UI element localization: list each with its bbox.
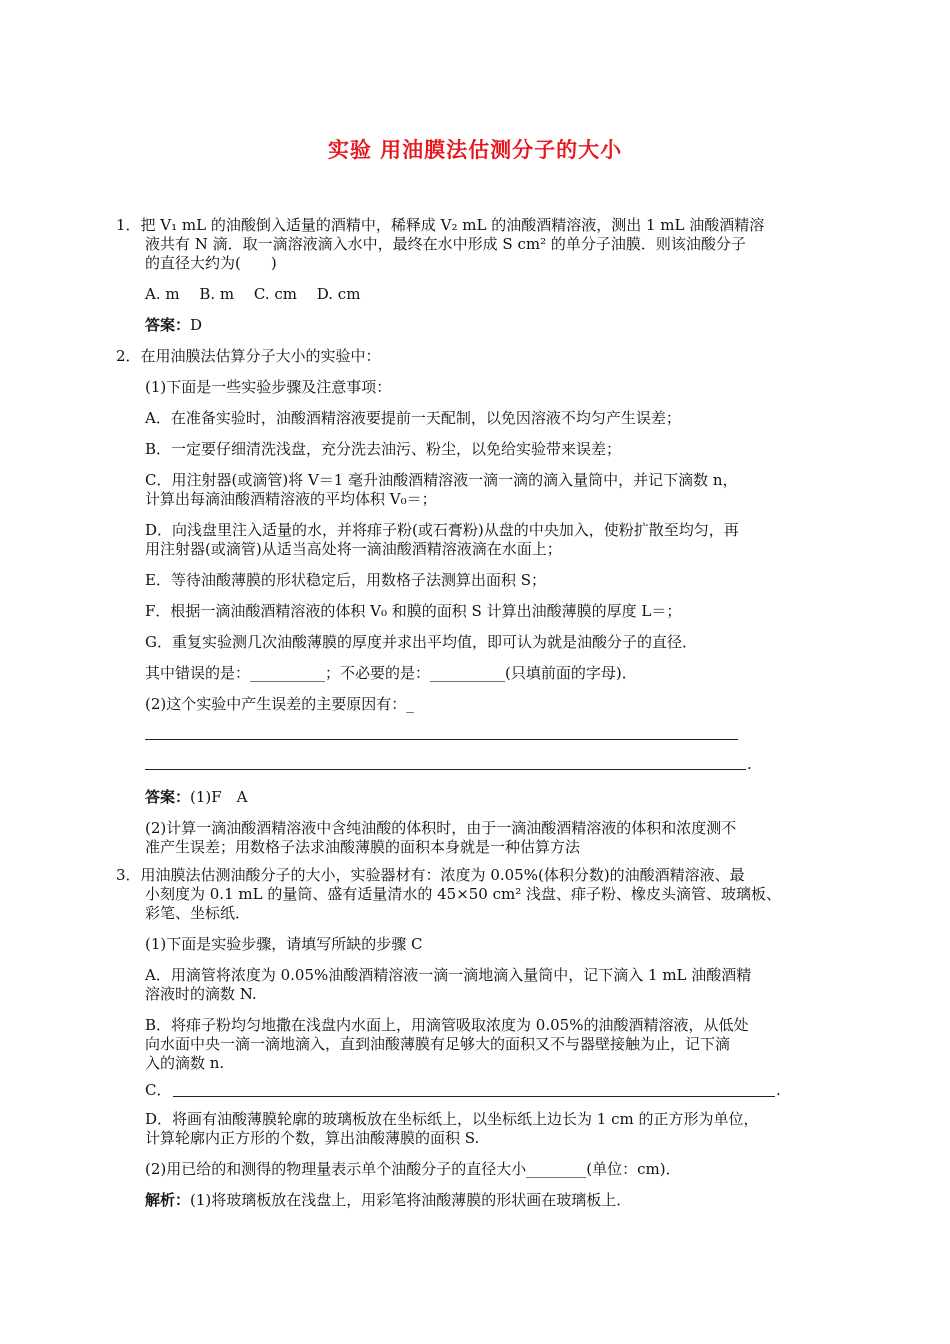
q3-line-1: 3．用油膜法估测油酸分子的大小，实验器材有：浓度为 0.05%(体积分数)的油酸酒精溶液、最 — [116, 866, 745, 884]
q2-step-d-1: D．向浅盘里注入适量的水，并将痱子粉(或石膏粉)从盘的中央加入，使粉扩散至均匀，再 — [145, 521, 739, 539]
q3-line-2: 小刻度为 0.1 mL 的量筒、盛有适量清水的 45×50 cm² 浅盘、痱子粉、橡皮头滴管、玻璃板、 — [145, 885, 782, 903]
q2-step-c-2: 计算出每滴油酸酒精溶液的平均体积 V₀＝； — [145, 490, 437, 508]
q3-step-b-1: B．将痱子粉均匀地撒在浅盘内水面上，用滴管吸取浓度为 0.05%的油酸酒精溶液，从低处 — [145, 1016, 749, 1034]
q2-part1: (1)下面是一些实验步骤及注意事项： — [145, 378, 392, 396]
q2-step-a: A．在准备实验时，油酸酒精溶液要提前一天配制，以免因溶液不均匀产生误差； — [145, 409, 681, 427]
q1-line-3: 的直径大约为( ) — [145, 254, 277, 272]
q3-step-b-3: 入的滴数 n. — [145, 1054, 225, 1072]
answer-text: (1)F A — [190, 788, 248, 806]
q3-step-d-1: D．将画有油酸薄膜轮廓的玻璃板放在坐标纸上，以坐标纸上边长为 1 cm 的正方形为单位， — [145, 1110, 759, 1128]
q3-step-a-2: 溶液时的滴数 N. — [145, 985, 257, 1003]
q3-step-d-2: 计算轮廓内正方形的个数，算出油酸薄膜的面积 S. — [145, 1129, 480, 1147]
q2-fill-blank: 其中错误的是：__________；不必要的是：__________(只填前面的字母)． — [145, 664, 637, 682]
q1-options: A. m B. m C. cm D. cm — [145, 285, 361, 303]
q1-line-2: 液共有 N 滴．取一滴溶液滴入水中，最终在水中形成 S cm² 的单分子油膜．则该油酸分子 — [145, 235, 746, 253]
q2-step-f: F．根据一滴油酸酒精溶液的体积 V₀ 和膜的面积 S 计算出油酸薄膜的厚度 L＝； — [145, 602, 682, 620]
q3-part2: (2)用已给的和测得的物理量表示单个油酸分子的直径大小________(单位：cm)． — [145, 1160, 681, 1178]
q3-step-b-2: 向水面中央一滴一滴地滴入，直到油酸薄膜有足够大的面积又不与器壁接触为止，记下滴 — [145, 1035, 731, 1053]
q1-answer — [145, 316, 202, 335]
q3-part1: (1)下面是实验步骤，请填写所缺的步骤 C — [145, 935, 423, 953]
answer-label: 答案： — [145, 316, 191, 334]
answer-text: D — [190, 316, 203, 334]
step-c-period: . — [776, 1081, 781, 1099]
q3-step-a-1: A．用滴管将浓度为 0.05%油酸酒精溶液一滴一滴地滴入量筒中，记下滴入 1 mL 油酸酒精 — [145, 966, 752, 984]
q2-step-b: B．一定要仔细清洗浅盘，充分洗去油污、粉尘，以免给实验带来误差； — [145, 440, 622, 458]
q2-step-c-1: C．用注射器(或滴管)将 V＝1 毫升油酸酒精溶液一滴一滴的滴入量筒中，并记下滴数 n， — [145, 471, 738, 489]
q2-answer-1 — [145, 788, 248, 807]
q2-step-g: G．重复实验测几次油酸薄膜的厚度并求出平均值，即可认为就是油酸分子的直径． — [145, 633, 697, 651]
answer-label: 答案： — [145, 788, 191, 806]
q2-answer-2-line-1: (2)计算一滴油酸酒精溶液中含纯油酸的体积时，由于一滴油酸酒精溶液的体积和浓度测不 — [145, 819, 737, 837]
blank-period: . — [747, 755, 752, 773]
q2-answer-2-line-2: 准产生误差；用数格子法求油酸薄膜的面积本身就是一种估算方法 — [145, 838, 581, 856]
q3-line-3: 彩笔、坐标纸． — [145, 904, 251, 922]
analysis-label: 解析： — [145, 1191, 191, 1209]
page-title: 实验 用油膜法估测分子的大小 — [327, 138, 623, 162]
q1-line-1: 1．把 V₁ mL 的油酸倒入适量的酒精中，稀释成 V₂ mL 的油酸酒精溶液，测出 1 mL 油酸酒精溶 — [116, 216, 765, 234]
q3-analysis — [145, 1191, 631, 1210]
answer-blank-line-1 — [145, 739, 738, 740]
q2-stem: 2．在用油膜法估算分子大小的实验中： — [116, 347, 381, 365]
q3-step-c-label: C． — [145, 1081, 172, 1099]
analysis-text: (1)将玻璃板放在浅盘上，用彩笔将油酸薄膜的形状画在玻璃板上． — [190, 1191, 632, 1209]
answer-blank-line-2 — [145, 769, 746, 770]
step-c-blank-line — [173, 1096, 775, 1097]
q2-step-e: E．等待油酸薄膜的形状稳定后，用数格子法测算出面积 S； — [145, 571, 546, 589]
q2-step-d-2: 用注射器(或滴管)从适当高处将一滴油酸酒精溶液滴在水面上； — [145, 540, 562, 558]
q2-part2: (2)这个实验中产生误差的主要原因有：_ — [145, 695, 414, 713]
